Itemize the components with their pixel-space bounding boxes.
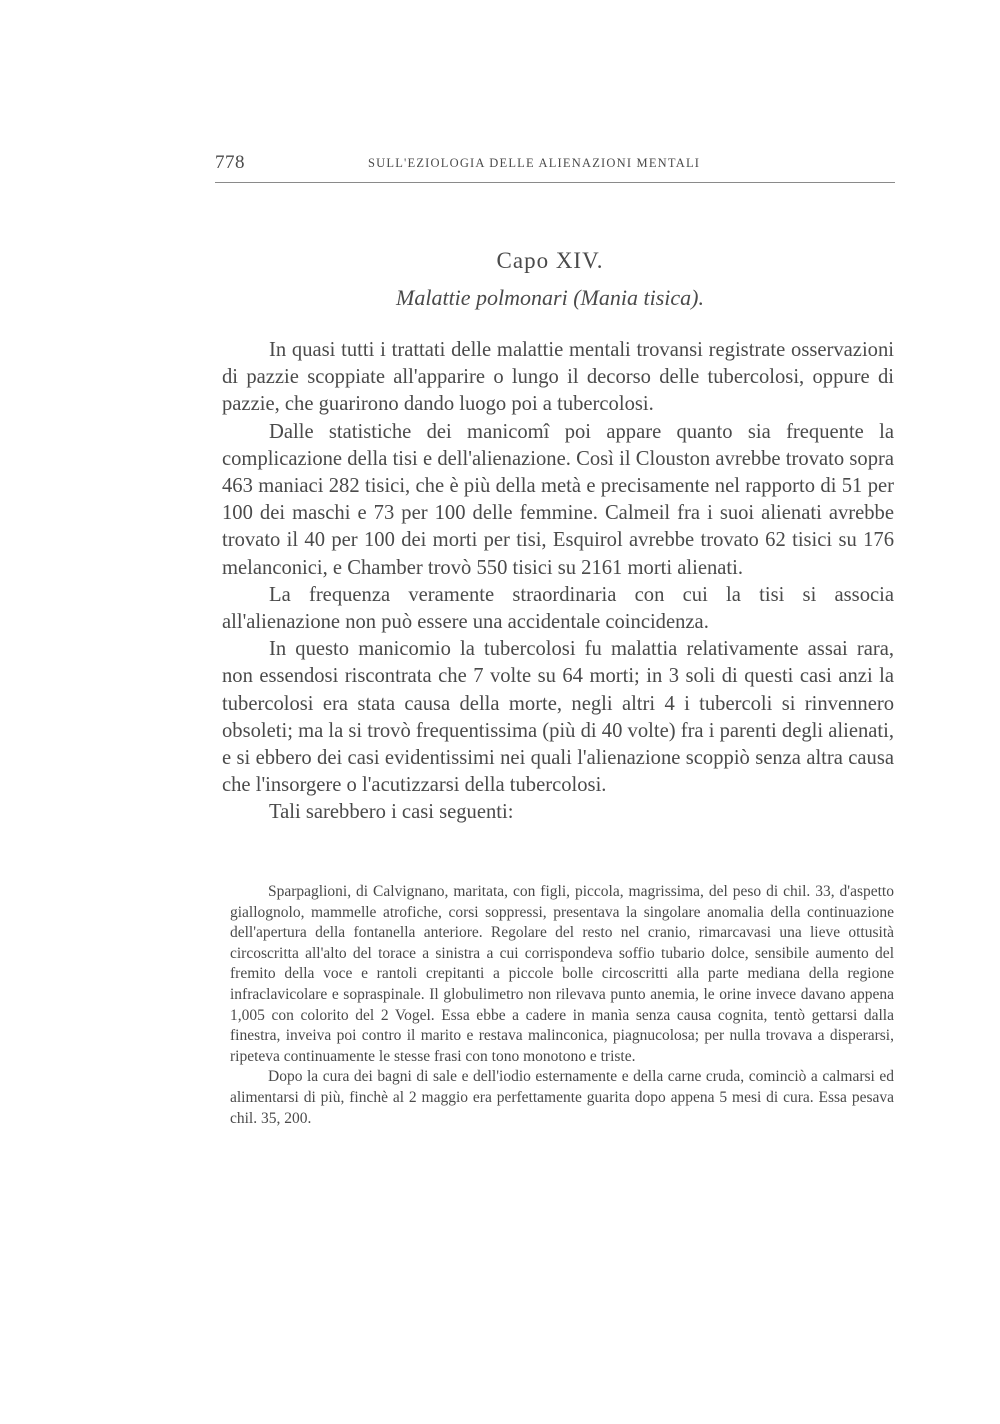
chapter-title: Capo XIV. bbox=[496, 248, 604, 273]
running-title: SULL'EZIOLOGIA DELLE ALIENAZIONI MENTALI bbox=[368, 156, 701, 170]
chapter-subtitle: Malattie polmonari (Mania tisica). bbox=[396, 285, 704, 310]
header-rule bbox=[215, 182, 895, 183]
paragraph: Dalle statistiche dei manicomî poi appare quanto sia frequente la complicazione della tisi e dell'alienazione. Così il Clouston avrebbe trovato sopra 463 maniaci 282 tisici, che è più della metà e precisamente nel rapporto di 51 per 100 dei maschi e 73 per 100 delle femmine. Calmeil fra i suoi alienati avrebbe trovato il 40 per 100 dei morti per tisi, Esquirol avrebbe trovato 62 tisici su 176 melanconici, e Chamber trovò 550 tisici su 2161 morti alienati. bbox=[222, 420, 894, 579]
running-head bbox=[215, 152, 895, 184]
paragraph: In questo manicomio la tubercolosi fu malattia relativamente assai rara, non essendosi riscontrata che 7 volte su 64 morti; in 3 soli di questi casi anzi la tubercolosi era stata causa della morte, negli altri 4 i tubercoli si rinvennero obsoleti; ma la si trovò frequentissima (più di 40 volte) fra i parenti degli alienati, e si ebbero dei casi evidentissimi nei quali l'alienazione scoppiò senza altra causa che l'insorgere o l'acutizzarsi della tubercolosi. bbox=[222, 638, 894, 797]
paragraph: In quasi tutti i trattati delle malattie mentali trovansi registrate osservazioni di pazzie scoppiate all'apparire o lungo il decorso delle tubercolosi, oppure di pazzie, che guarirono dando luogo poi a tubercolosi. bbox=[222, 339, 894, 416]
page-number: 778 bbox=[215, 152, 245, 173]
case-paragraph: Sparpaglioni, di Calvignano, maritata, con figli, piccola, magrissima, del peso di chil. 33, d'aspetto giallognolo, mammelle atrofiche, corsi soppressi, presentava la singolare anomalia della continuazione dell'apertura della fontanella anteriore. Regolare del resto nel cranio, rimarcavasi una lieve ottusità circoscritta all'alto del torace a sinistra a cui corrispondeva soffio tubario dolce, sensibile aumento del fremito della voce e rantoli crepitanti a piccole bolle circoscritti alla parte mediana della regione infraclavicolare e sopraspinale. Il globulimetro non rilevava punto anemia, le orine invece davano appena 1,005 con colorito del 2 Vogel. Essa ebbe a cadere in manìa senza causa cognita, tentò gettarsi dalla finestra, inveiva poi contro il marito e restava malinconica, piagnucolosa; per nulla trovava a disperarsi, ripeteva continuamente le stesse frasi con tono monotono e triste. bbox=[230, 883, 894, 1065]
case-report bbox=[230, 882, 894, 1129]
paragraph: La frequenza veramente straordinaria con cui la tisi si associa all'alienazione non può essere una accidentale coincidenza. bbox=[222, 583, 894, 634]
main-text bbox=[222, 337, 894, 827]
case-paragraph: Dopo la cura dei bagni di sale e dell'iodio esternamente e della carne cruda, cominciò a calmarsi ed alimentarsi di più, finchè al 2 maggio era perfettamente guarita dopo appena 5 mesi di cura. Essa pesava chil. 35, 200. bbox=[230, 1068, 894, 1127]
paragraph: Tali sarebbero i casi seguenti: bbox=[269, 801, 514, 824]
